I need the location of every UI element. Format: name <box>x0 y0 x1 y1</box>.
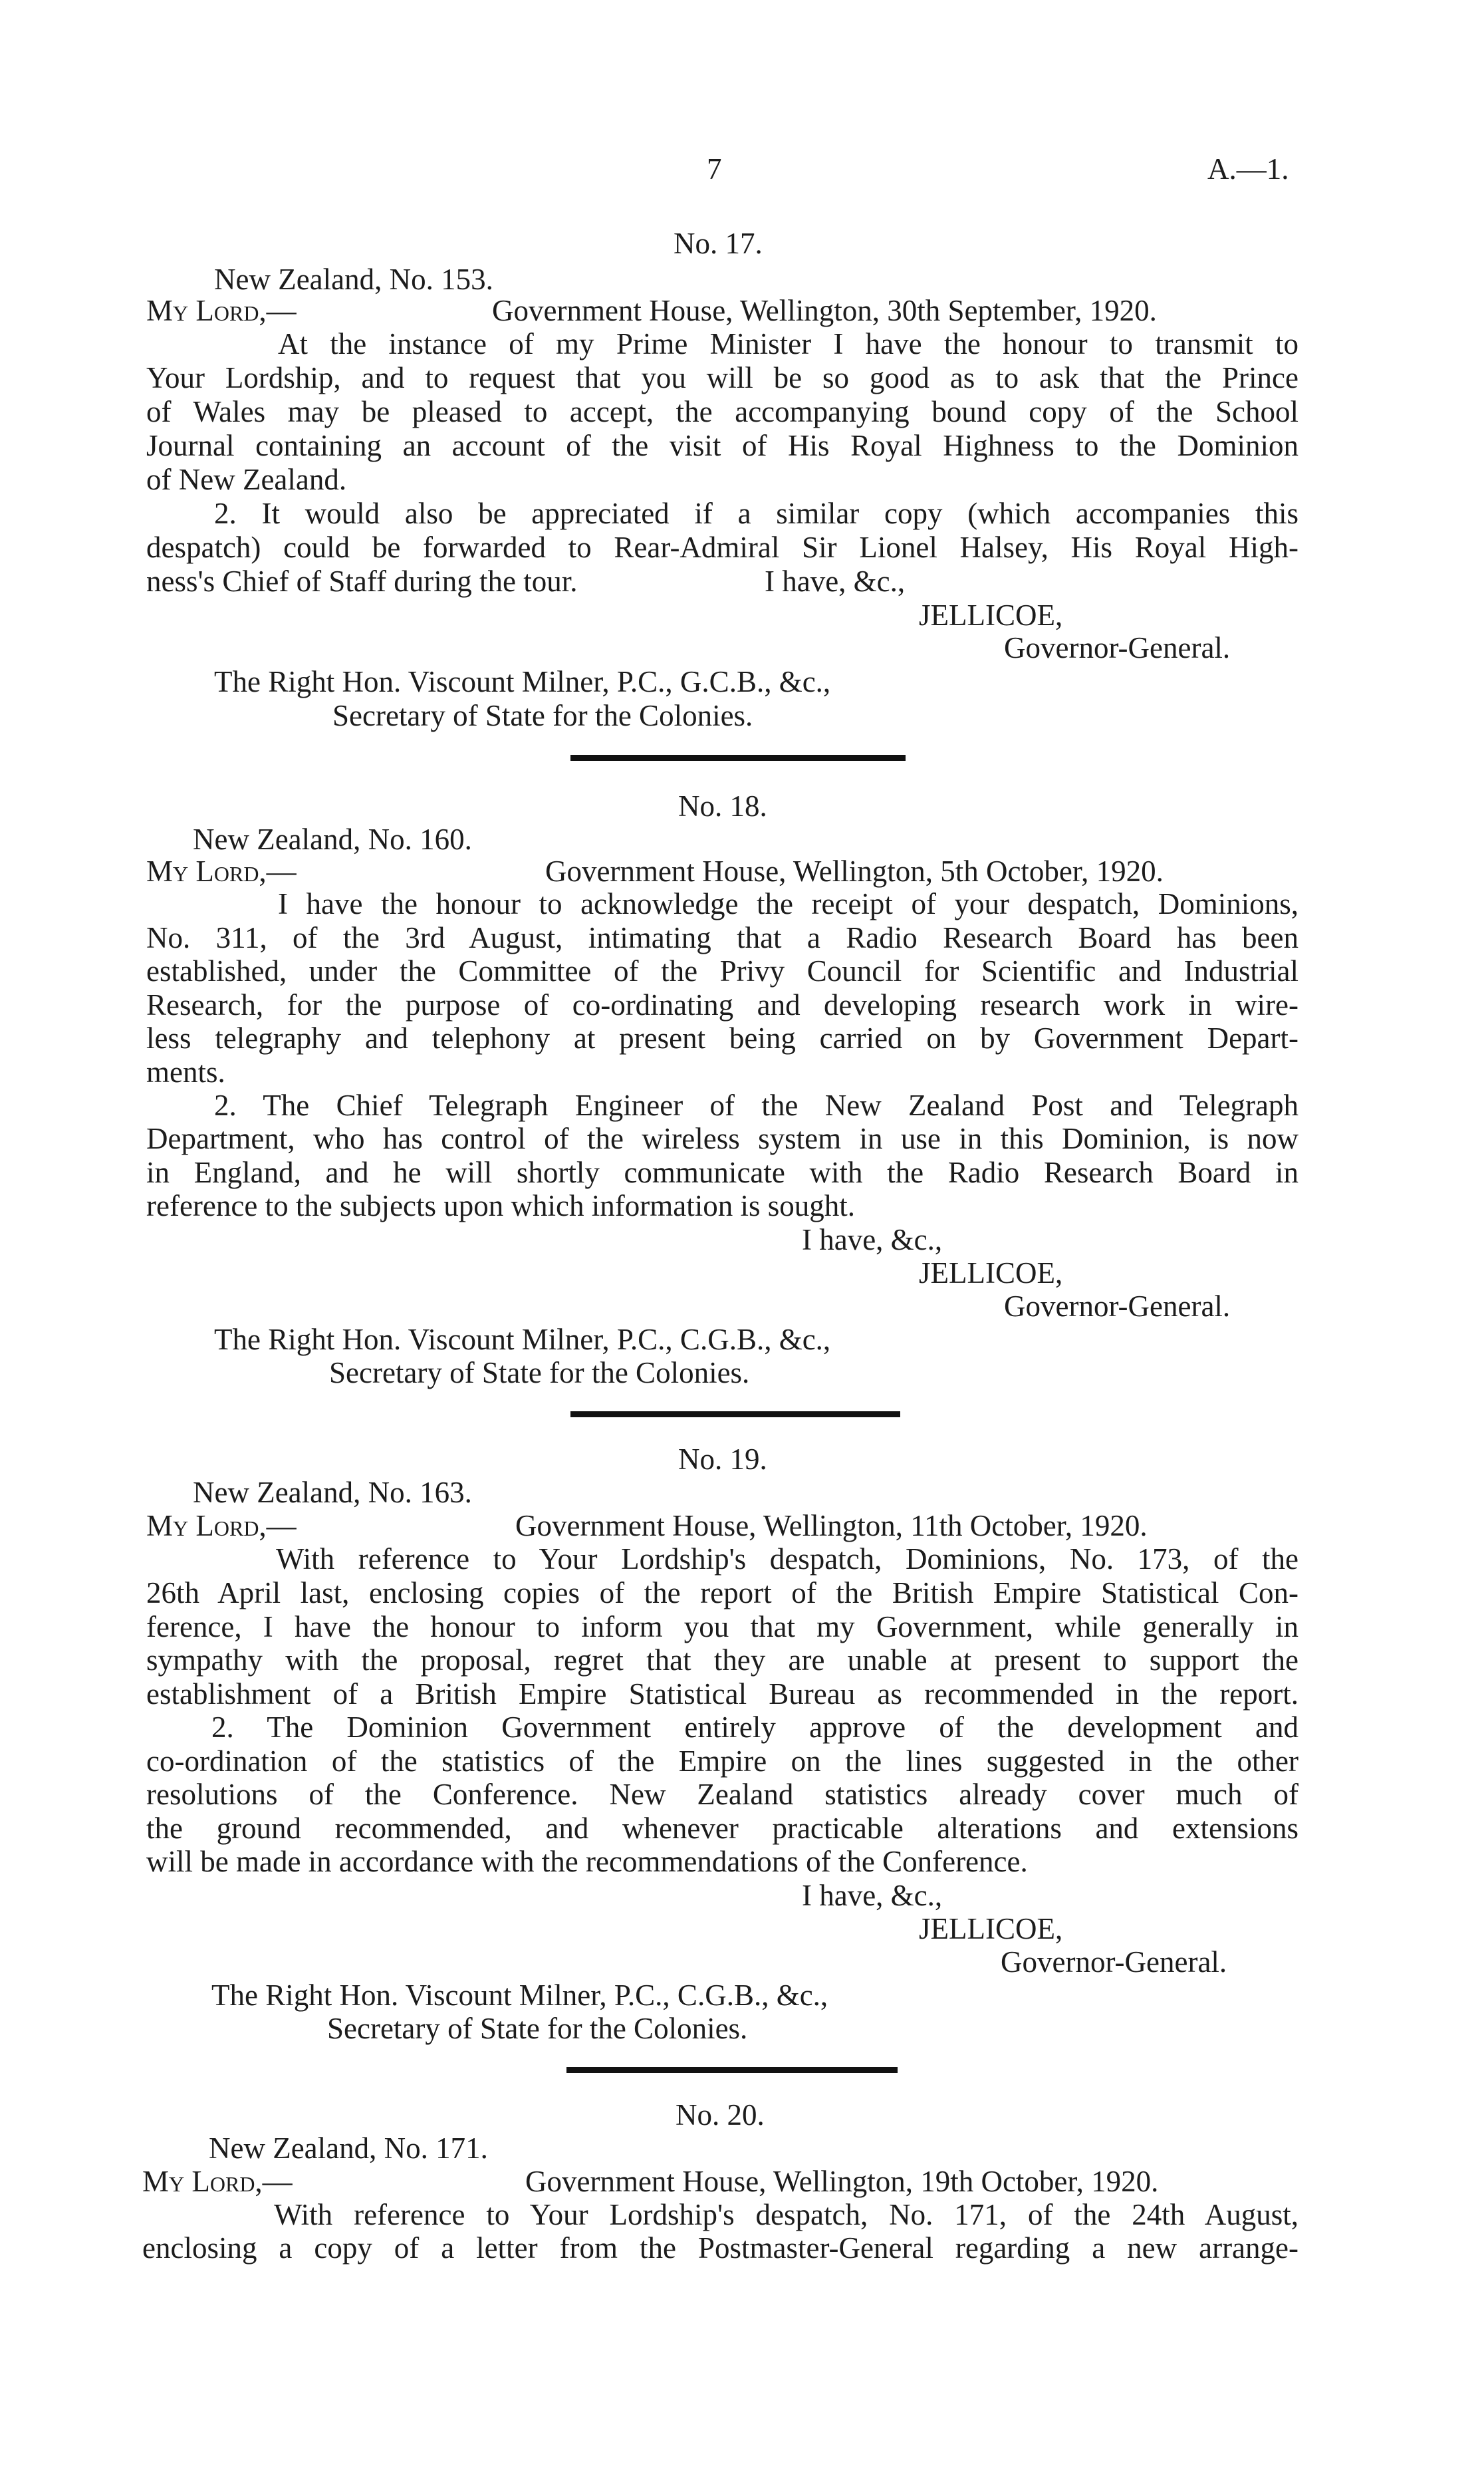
letter-reference: New Zealand, No. 160. <box>193 823 472 856</box>
letter-reference: New Zealand, No. 171. <box>209 2132 488 2165</box>
body-line: Journal containing an account of the visit of His Royal Highness to the Dominion <box>146 429 1298 462</box>
body-line: 26th April last, enclosing copies of the report of the British Empire Statistical Con- <box>146 1576 1298 1609</box>
place-date: Government House, Wellington, 19th October, 1920. <box>525 2165 1159 2198</box>
salutation: My Lord,— <box>146 855 297 888</box>
signatory-title: Governor-General. <box>1001 1945 1227 1979</box>
letter-number: No. 17. <box>674 227 763 260</box>
letter-reference: New Zealand, No. 153. <box>214 263 493 296</box>
body-line: reference to the subjects upon which information is sought. <box>146 1189 855 1222</box>
body-line: 2. The Chief Telegraph Engineer of the New Zealand Post and Telegraph <box>214 1089 1298 1122</box>
letter-number: No. 18. <box>678 789 767 823</box>
salutation: My Lord,— <box>146 294 297 327</box>
body-line: co-ordination of the statistics of the Empire on the lines suggested in the other <box>146 1744 1298 1778</box>
body-line: Your Lordship, and to request that you will be so good as to ask that the Prince <box>146 361 1298 394</box>
body-line: I have the honour to acknowledge the receipt of your despatch, Dominions, <box>278 887 1298 920</box>
letter-reference: New Zealand, No. 163. <box>193 1476 472 1509</box>
place-date: Government House, Wellington, 5th October, 1920. <box>545 855 1164 888</box>
signatory-title: Governor-General. <box>1004 1290 1231 1323</box>
body-line: At the instance of my Prime Minister I have the honour to transmit to <box>278 327 1298 360</box>
body-line: enclosing a copy of a letter from the Postmaster-General regarding a new arrange- <box>142 2231 1298 2265</box>
body-line: ference, I have the honour to inform you that my Government, while generally in <box>146 1610 1298 1643</box>
addressee: The Right Hon. Viscount Milner, P.C., C.G.B., &c., <box>211 1979 828 2012</box>
signature: JELLICOE, <box>919 1912 1063 1945</box>
addressee-office: Secretary of State for the Colonies. <box>329 1356 750 1389</box>
section-divider <box>566 2067 898 2073</box>
document-reference: A.—1. <box>1207 152 1289 186</box>
body-line: despatch) could be forwarded to Rear-Admiral Sir Lionel Halsey, His Royal High- <box>146 531 1298 564</box>
body-line: ness's Chief of Staff during the tour. <box>146 565 578 598</box>
body-line: resolutions of the Conference. New Zealand statistics already cover much of <box>146 1778 1298 1811</box>
section-divider <box>570 755 906 761</box>
place-date: Government House, Wellington, 11th October, 1920. <box>515 1509 1148 1542</box>
salutation: My Lord,— <box>146 1509 297 1542</box>
body-line: of New Zealand. <box>146 463 347 496</box>
body-line: With reference to Your Lordship's despatch, No. 171, of the 24th August, <box>274 2198 1298 2231</box>
body-line: With reference to Your Lordship's despatch, Dominions, No. 173, of the <box>276 1542 1298 1576</box>
page-number: 7 <box>707 152 722 186</box>
section-divider <box>570 1411 900 1417</box>
signature: JELLICOE, <box>919 1256 1063 1290</box>
body-line: less telegraphy and telephony at present being carried on by Government Depart- <box>146 1022 1298 1055</box>
body-line: established, under the Committee of the Privy Council for Scientific and Industrial <box>146 954 1298 988</box>
addressee-office: Secretary of State for the Colonies. <box>332 699 753 732</box>
body-line: of Wales may be pleased to accept, the accompanying bound copy of the School <box>146 395 1298 428</box>
salutation: My Lord,— <box>142 2165 293 2198</box>
body-line: Research, for the purpose of co-ordinating and developing research work in wire- <box>146 988 1298 1022</box>
body-line: in England, and he will shortly communicate with the Radio Research Board in <box>146 1156 1298 1189</box>
place-date: Government House, Wellington, 30th September, 1920. <box>492 294 1157 327</box>
body-line: Department, who has control of the wireless system in use in this Dominion, is now <box>146 1122 1298 1155</box>
signature: JELLICOE, <box>919 599 1063 632</box>
body-line: No. 311, of the 3rd August, intimating that a Radio Research Board has been <box>146 921 1298 954</box>
body-line: the ground recommended, and whenever practicable alterations and extensions <box>146 1812 1298 1845</box>
body-line: will be made in accordance with the recommendations of the Conference. <box>146 1845 1028 1878</box>
body-line: 2. It would also be appreciated if a similar copy (which accompanies this <box>214 497 1298 530</box>
body-line: 2. The Dominion Government entirely approve of the development and <box>211 1711 1298 1744</box>
body-line: ments. <box>146 1055 225 1089</box>
letter-number: No. 19. <box>678 1443 767 1476</box>
addressee: The Right Hon. Viscount Milner, P.C., C.G.B., &c., <box>214 1323 831 1356</box>
closing: I have, &c., <box>802 1223 943 1256</box>
closing: I have, &c., <box>802 1879 943 1912</box>
body-line: establishment of a British Empire Statistical Bureau as recommended in the report. <box>146 1677 1298 1711</box>
addressee: The Right Hon. Viscount Milner, P.C., G.C.B., &c., <box>214 665 831 698</box>
addressee-office: Secretary of State for the Colonies. <box>327 2012 748 2045</box>
letter-number: No. 20. <box>676 2098 765 2132</box>
body-line: sympathy with the proposal, regret that they are unable at present to support the <box>146 1643 1298 1677</box>
closing: I have, &c., <box>765 565 906 598</box>
signatory-title: Governor-General. <box>1004 631 1231 664</box>
